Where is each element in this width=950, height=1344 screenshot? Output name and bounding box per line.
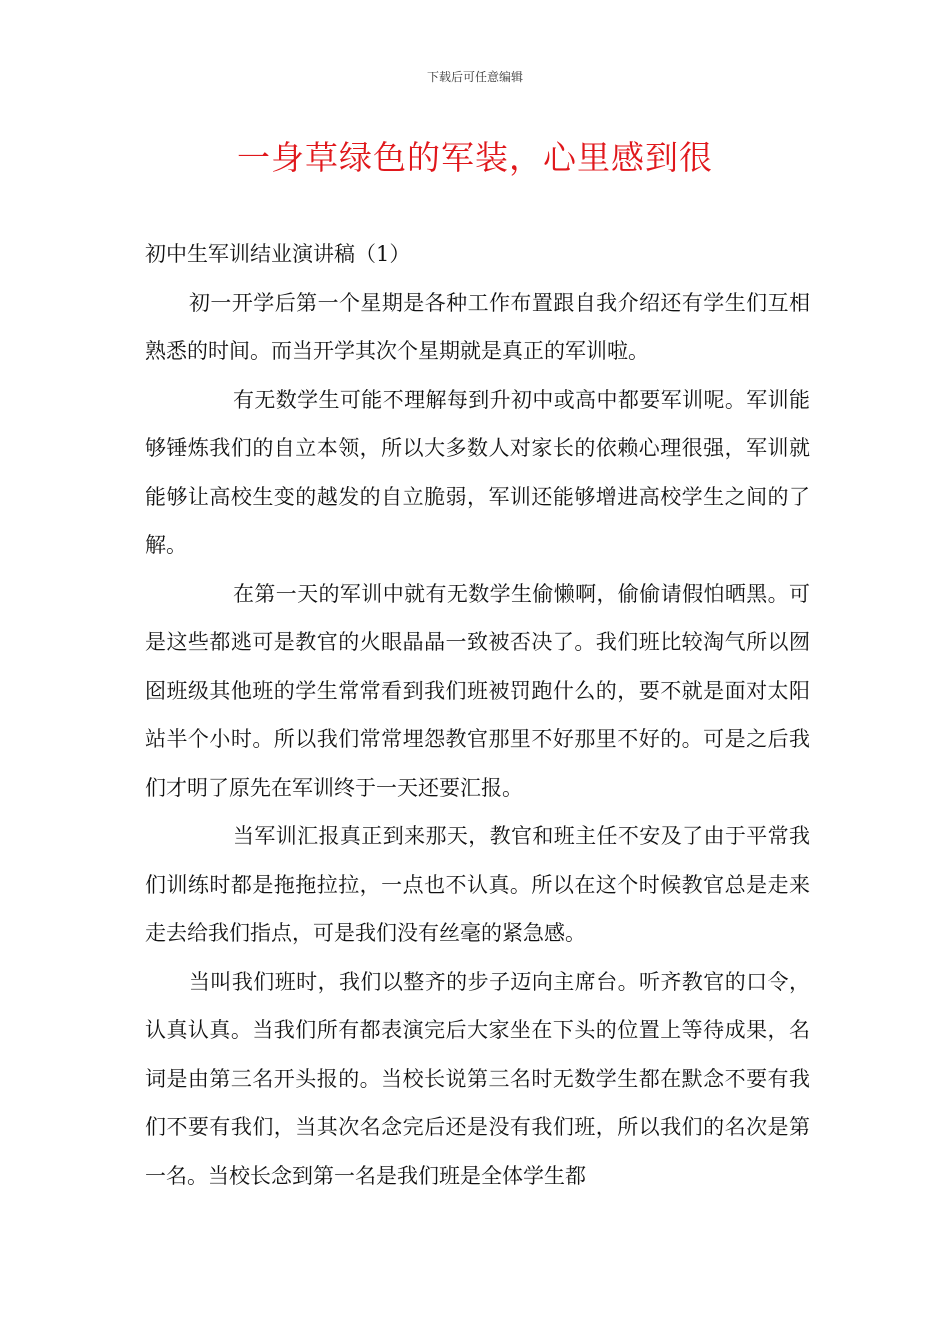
page-header: 下载后可任意编辑 [426,70,523,84]
document-body [145,230,810,1200]
paragraph-5: 当叫我们班时，我们以整齐的步子迈向主席台。听齐教官的口令，认真认真。当我们所有都表演完后大家坐在下头的位置上等待成果，名词是由第三名开头报的。当校长说第三名时无数学生都在默念不要有我们不要有我们，当其次名念完后还是没有我们班，所以我们的名次是第一名。当校长念到第一名是我们班是全体学生都 [145,969,810,1188]
document-subtitle: 初中生军训结业演讲稿（1） [145,242,411,266]
paragraph-3: 在第一天的军训中就有无数学生偷懒啊，偷偷请假怕晒黑。可是这些都逃可是教官的火眼晶晶一致被否决了。我们班比较淘气所以囫囵班级其他班的学生常常看到我们班被罚跑什么的，要不就是面对太阳站半个小时。所以我们常常埋怨教官那里不好那里不好的。可是之后我们才明了原先在军训终于一天还要汇报。 [145,581,810,800]
paragraph-4: 当军训汇报真正到来那天，教官和班主任不安及了由于平常我们训练时都是拖拖拉拉，一点也不认真。所以在这个时候教官总是走来走去给我们指点，可是我们没有丝毫的紧急感。 [145,824,810,945]
paragraph-1: 初一开学后第一个星期是各种工作布置跟自我介绍还有学生们互相熟悉的时间。而当开学其次个星期就是真正的军训啦。 [145,290,810,363]
document-title: 一身草绿色的军装，心里感到很 [237,138,713,177]
paragraph-2: 有无数学生可能不理解每到升初中或高中都要军训呢。军训能够锤炼我们的自立本领，所以大多数人对家长的依赖心理很强，军训就能够让高校生变的越发的自立脆弱，军训还能够增进高校学生之间的了解。 [145,387,810,557]
